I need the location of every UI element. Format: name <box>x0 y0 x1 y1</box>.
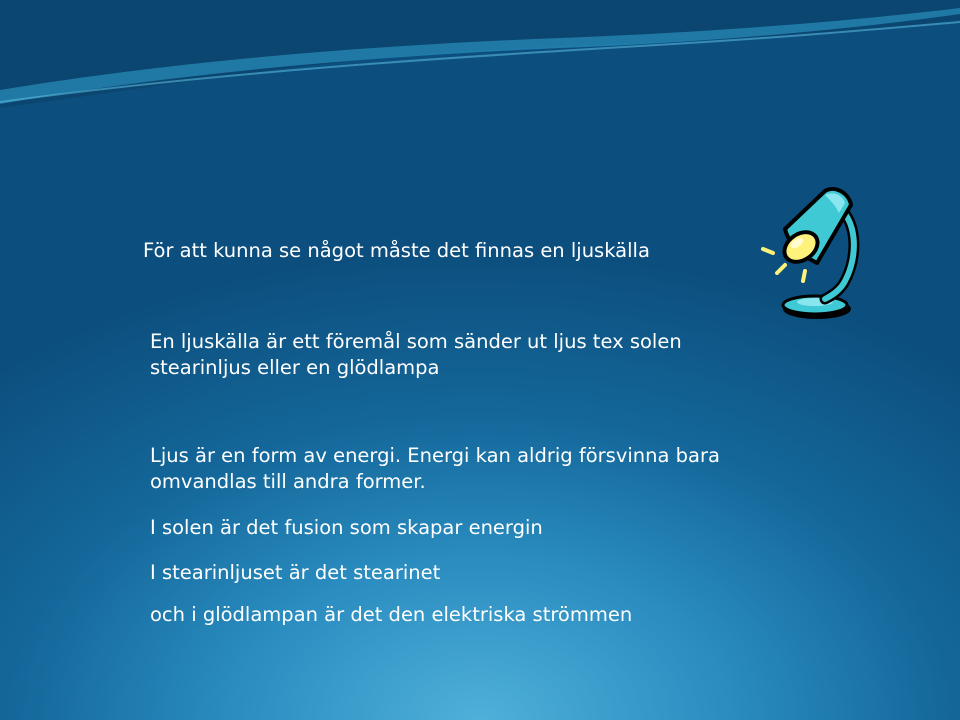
definition-line: stearinljus eller en glödlampa <box>150 356 440 379</box>
candle-text: I stearinljuset är det stearinet <box>150 561 441 584</box>
definition-line: En ljuskälla är ett föremål som sänder ut ljus tex solen <box>150 330 682 353</box>
energy-line: Ljus är en form av energi. Energi kan aldrig försvinna bara <box>150 444 720 467</box>
desk-lamp-icon <box>755 185 865 325</box>
slide-heading: För att kunna se något måste det finnas en ljuskälla <box>143 239 650 262</box>
sun-text: I solen är det fusion som skapar energin <box>150 516 543 539</box>
definition-paragraph <box>150 329 682 381</box>
energy-line: omvandlas till andra former. <box>150 470 426 493</box>
decorative-waves <box>0 0 960 130</box>
energy-paragraph <box>150 443 720 495</box>
bulb-text: och i glödlampan är det den elektriska strömmen <box>150 603 633 626</box>
